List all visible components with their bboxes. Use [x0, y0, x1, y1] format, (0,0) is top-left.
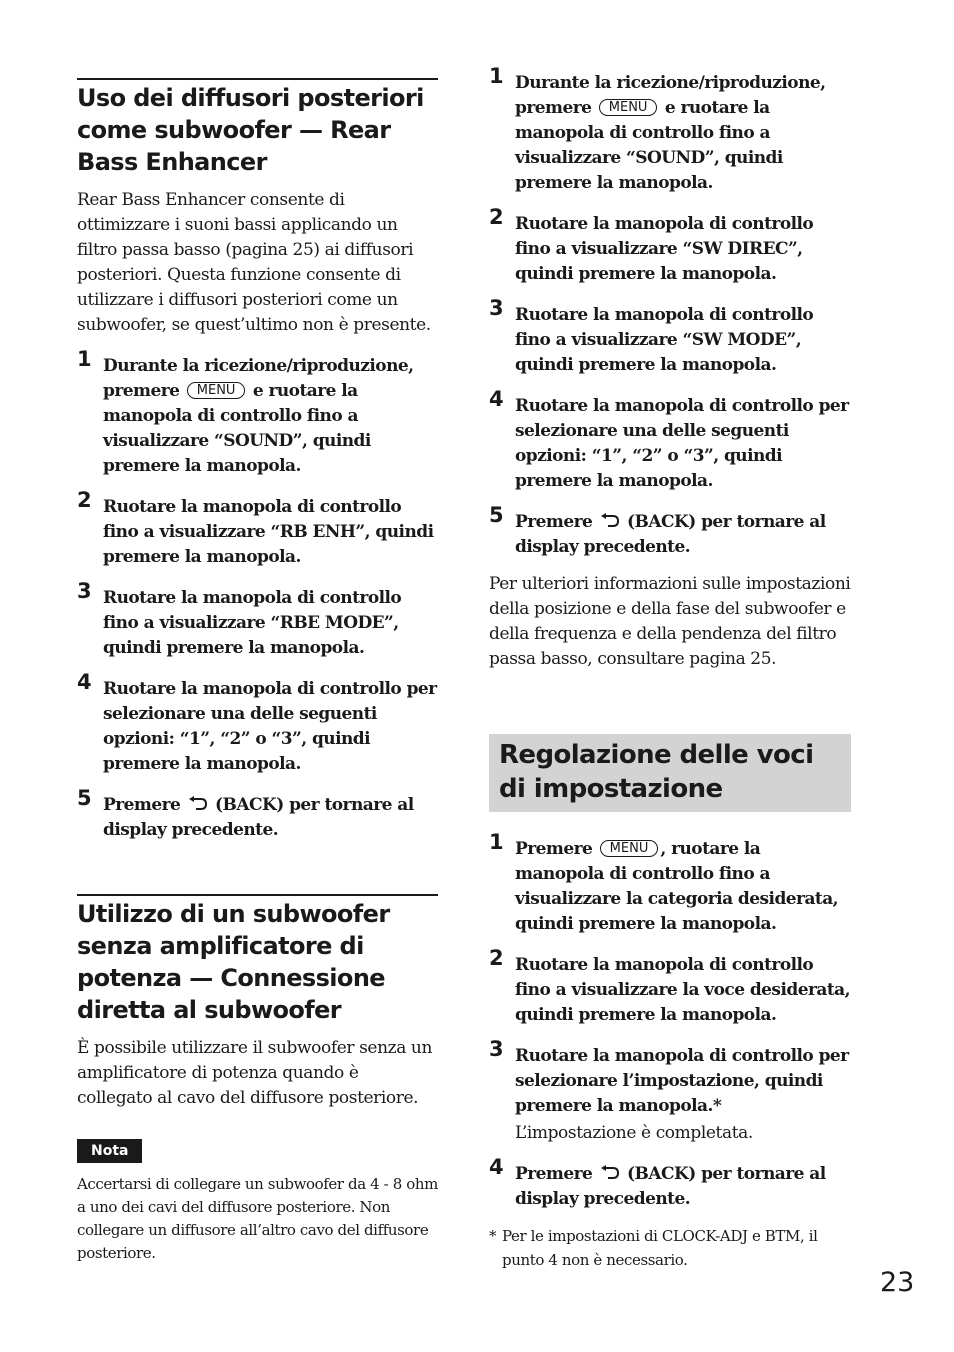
step-number: 1	[489, 64, 504, 88]
step-text	[515, 837, 851, 937]
section-header-settings	[489, 734, 851, 812]
step-text-post: , ruotare la manopola di controllo fino a visualizzare la categoria desiderata, quindi premere la manopola.	[515, 839, 839, 934]
step-text: Ruotare la manopola di controllo fino a visualizzare “RB ENH”, quindi premere la manopola.	[103, 497, 434, 567]
section-rule	[77, 78, 438, 80]
step-item	[77, 579, 438, 661]
step-text: Ruotare la manopola di controllo per selezionare una delle seguenti opzioni: “1”, “2” o “3”, quindi premere la manopola.	[515, 396, 849, 491]
section-title-direct-sub: Utilizzo di un subwoofer senza amplificatore di potenza — Connessione diretta al subwoofer	[77, 900, 390, 1024]
rear-bass-intro: Rear Bass Enhancer consente di ottimizzare i suoni bassi applicando un filtro passa basso (pagina 25) ai diffusori posteriori. Questa funzione consente di utilizzare i diffusori posteriori come un subwoofer, se quest’ultimo non è presente.	[77, 190, 431, 335]
step-number: 1	[77, 347, 92, 371]
step-text	[103, 793, 438, 843]
step-item	[489, 830, 851, 937]
menu-key-icon: MENU	[599, 99, 658, 116]
step-text-pre: Premere	[515, 1164, 593, 1184]
step-text-pre: Premere	[515, 839, 593, 859]
step-number: 2	[489, 946, 504, 970]
step-number: 3	[489, 296, 504, 320]
step-item	[489, 205, 851, 287]
left-column	[77, 0, 438, 1265]
sw-direct-outro: Per ulteriori informazioni sulle impostazioni della posizione e della fase del subwoofer e della frequenza e della pendenza del filtro passa basso, consultare pagina 25.	[489, 574, 851, 669]
step-text-pre: Premere	[103, 795, 181, 815]
section-title-rear-bass: Uso dei diffusori posteriori come subwoofer — Rear Bass Enhancer	[77, 84, 424, 176]
step-item	[489, 503, 851, 560]
menu-key-icon: MENU	[600, 840, 659, 857]
step-item	[77, 347, 438, 479]
back-arrow-icon	[188, 796, 208, 812]
step-item	[489, 1037, 851, 1146]
direct-sub-intro: È possibile utilizzare il subwoofer senza un amplificatore di potenza quando è collegato al cavo del diffusore posteriore.	[77, 1038, 433, 1108]
step-number: 3	[77, 579, 92, 603]
step-text-post: (BACK) per tornare al display precedente.	[515, 512, 826, 557]
step-text-post: (BACK) per tornare al display precedente.	[103, 795, 414, 840]
step-text: Ruotare la manopola di controllo fino a visualizzare “RBE MODE”, quindi premere la manopola.	[103, 588, 402, 658]
step-item	[489, 296, 851, 378]
note-block	[77, 1139, 438, 1265]
step-number: 1	[489, 830, 504, 854]
step-number: 5	[489, 503, 504, 527]
step-text	[515, 1044, 851, 1146]
step-result-note: L’impostazione è completata.	[515, 1123, 753, 1143]
step-text: Ruotare la manopola di controllo fino a visualizzare “SW MODE”, quindi premere la manopola.	[515, 305, 814, 375]
back-arrow-icon	[600, 1165, 620, 1181]
step-text	[103, 354, 438, 479]
step-number: 5	[77, 786, 92, 810]
step-text	[515, 71, 851, 196]
step-text: Ruotare la manopola di controllo fino a visualizzare “SW DIREC”, quindi premere la manopola.	[515, 214, 814, 284]
back-arrow-icon	[600, 513, 620, 529]
footnote-mark: *	[489, 1227, 497, 1245]
step-number: 4	[77, 670, 92, 694]
step-text-pre: Durante la ricezione/riproduzione, premere	[103, 356, 414, 401]
footnote	[489, 1224, 851, 1272]
right-column	[489, 0, 851, 1272]
section-title-settings: Regolazione delle voci di impostazione	[499, 740, 814, 804]
page-number: 23	[880, 1267, 915, 1298]
step-number: 2	[489, 205, 504, 229]
step-text: Ruotare la manopola di controllo fino a visualizzare la voce desiderata, quindi premere la manopola.	[515, 955, 850, 1025]
step-text-post: e ruotare la manopola di controllo fino a visualizzare “SOUND”, quindi premere la manopola.	[515, 98, 783, 193]
note-badge: Nota	[77, 1139, 142, 1163]
step-number: 2	[77, 488, 92, 512]
step-text	[515, 1162, 851, 1212]
step-text-pre: Premere	[515, 512, 593, 532]
step-item	[489, 946, 851, 1028]
step-item	[77, 488, 438, 570]
step-text-pre: Durante la ricezione/riproduzione, premere	[515, 73, 826, 118]
step-item	[77, 670, 438, 777]
menu-key-icon: MENU	[187, 382, 246, 399]
step-text-post: (BACK) per tornare al display precedente.	[515, 1164, 826, 1209]
step-text-main: Ruotare la manopola di controllo per selezionare l’impostazione, quindi premere la manopola.*	[515, 1046, 849, 1116]
note-text: Accertarsi di collegare un subwoofer da 4 - 8 ohm a uno dei cavi del diffusore posteriore. Non collegare un diffusore all’altro cavo del diffusore posteriore.	[77, 1175, 438, 1262]
section-rule	[77, 894, 438, 896]
step-number: 4	[489, 1155, 504, 1179]
step-text: Ruotare la manopola di controllo per selezionare una delle seguenti opzioni: “1”, “2” o “3”, quindi premere la manopola.	[103, 679, 437, 774]
step-number: 3	[489, 1037, 504, 1061]
step-item	[489, 1155, 851, 1212]
step-item	[489, 64, 851, 196]
step-text	[515, 510, 851, 560]
step-number: 4	[489, 387, 504, 411]
step-item	[489, 387, 851, 494]
step-item	[77, 786, 438, 843]
footnote-text: Per le impostazioni di CLOCK-ADJ e BTM, il punto 4 non è necessario.	[502, 1227, 818, 1269]
step-text-post: e ruotare la manopola di controllo fino a visualizzare “SOUND”, quindi premere la manopola.	[103, 381, 371, 476]
